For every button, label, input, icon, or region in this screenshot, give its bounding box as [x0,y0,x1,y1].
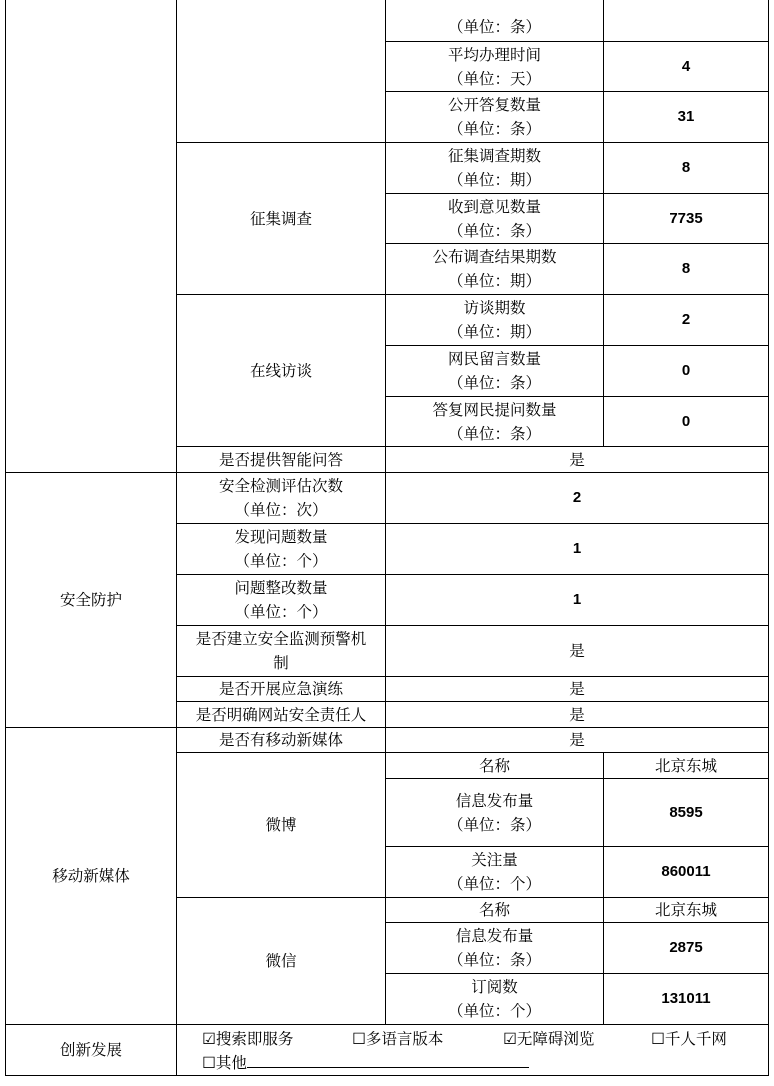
value-text: 1 [572,591,582,608]
unit-text: （单位：个） [234,552,328,570]
category-label: 移动新媒体 [52,867,130,885]
unit-text: （单位：条） [447,18,541,36]
option-label: ☐其他 [202,1054,247,1072]
indicator-name: 答复网民提问数量 [432,400,557,419]
indicator-cell [386,42,603,91]
value-text: 是 [569,642,585,660]
indicator-cell [177,728,385,752]
indicator-cell [386,143,603,193]
value-text: 是 [569,705,585,724]
section-survey [177,143,385,294]
option-label: ☐千人千网 [651,1030,727,1048]
indicator-cell [386,753,603,778]
value-text: 8595 [669,803,703,821]
indicator-name: 是否建立安全监测预警机 [195,630,367,648]
value-text: 4 [681,57,691,75]
value-cell [604,974,768,1024]
unit-text: （单位：条） [447,424,541,443]
value-text: 2875 [669,939,703,956]
grid-line [5,1075,769,1076]
unit-text: （单位：条） [447,221,541,240]
section-label: 微信 [265,952,297,970]
indicator-cell [386,898,603,922]
value-cell [604,923,768,973]
checkbox-accessibility[interactable] [503,1028,594,1050]
indicator-name: 公布调查结果期数 [432,248,557,266]
indicator-cell [386,295,603,345]
indicator-cell [386,847,603,897]
value-cell [386,524,768,574]
unit-text: （单位：天） [447,69,541,88]
section-weibo [177,753,385,897]
value-cell [604,753,768,778]
value-cell [604,42,768,91]
indicator-name: 制 [273,654,289,672]
value-cell [604,898,768,922]
indicator-name: 安全检测评估次数 [218,477,343,495]
section-security [6,473,176,727]
smart-qa-value [386,447,768,472]
value-text: 是 [569,731,585,749]
unit-text: （单位：条） [447,951,541,969]
indicator-name: 关注量 [471,851,518,869]
indicator-cell [177,626,385,676]
unit-text: （单位：个） [447,875,541,893]
indicator-cell [177,524,385,574]
indicator-name: 发现问题数量 [234,528,328,546]
indicator-name: 平均办理时间 [447,45,541,64]
section-media [6,728,176,1024]
value-text: 131011 [661,990,711,1007]
value-text: 8 [681,260,691,277]
indicator-cell [386,92,603,142]
value-text: 1 [572,540,582,557]
value-cell [386,728,768,752]
indicator-name: 名称 [478,901,510,919]
value-cell [604,143,768,193]
value-cell [604,295,768,345]
indicator-cell [386,779,603,846]
indicator-name: 收到意见数量 [447,197,541,216]
value-text: 2 [572,489,582,506]
indicator-cell [177,473,385,523]
value-text: 是 [569,680,585,698]
checkbox-multilanguage[interactable] [352,1028,443,1050]
indicator-name: 信息发布量 [455,927,534,945]
unit-text: （单位：期） [447,171,541,189]
category-label: 安全防护 [59,591,122,609]
section-label: 微博 [265,816,297,834]
option-label: ☐多语言版本 [352,1030,444,1048]
unit-text: （单位：期） [447,323,541,341]
indicator-name: 问题整改数量 [234,579,328,597]
value-text: 8 [681,159,691,176]
section-interview [177,295,385,446]
indicator-name: 名称 [478,756,510,775]
section-label: 在线访谈 [249,361,312,380]
value-cell [604,397,768,446]
unit-text: （单位：条） [447,815,541,834]
option-label: ☑搜索即服务 [202,1030,294,1048]
value-text: 7735 [669,209,703,227]
value-cell [604,779,768,846]
indicator-name: 是否提供智能问答 [218,450,343,469]
value-cell [386,702,768,727]
value-cell [386,626,768,676]
value-text: 是 [569,450,585,469]
unit-text: （单位：条） [447,374,541,392]
indicator-name: 网民留言数量 [447,350,541,368]
value-cell [604,92,768,142]
value-text: 0 [681,412,691,430]
category-label: 创新发展 [59,1041,122,1059]
unit-text: （单位：个） [234,603,328,621]
indicator-cell [177,677,385,701]
value-cell [386,677,768,701]
value-text: 北京东城 [654,901,717,919]
indicator-cell [386,346,603,396]
value-cell [604,847,768,897]
value-text: 31 [677,108,695,125]
indicator-name: 是否开展应急演练 [218,680,343,698]
value-text: 0 [681,362,691,379]
value-cell [604,244,768,294]
value-text: 北京东城 [654,756,717,775]
indicator-cell [386,397,603,446]
indicator-name: 公开答复数量 [447,96,541,114]
indicator-cell [386,244,603,294]
indicator-name: 信息发布量 [455,791,534,810]
indicator-cell [386,923,603,973]
unit-text: （单位：期） [447,272,541,290]
section-wechat [177,898,385,1024]
indicator-name: 是否有移动新媒体 [218,731,343,749]
smart-qa-label [177,447,385,472]
value-cell [604,346,768,396]
option-label: ☑无障碍浏览 [503,1030,595,1048]
value-cell [386,575,768,625]
checkbox-search-service[interactable] [202,1028,293,1050]
value-text: 860011 [661,863,711,880]
indicator-cell [386,194,603,243]
section-innovation [6,1025,176,1075]
checkbox-personalized[interactable] [651,1028,727,1050]
value-cell [386,473,768,523]
unit-text: （单位：次） [234,501,328,519]
unit-text: （单位：条） [447,120,541,138]
indicator-cell [177,702,385,727]
value-text: 2 [681,311,691,328]
indicator-cell [386,974,603,1024]
other-blank-line [247,1053,529,1068]
indicator-name: 订阅数 [471,978,518,996]
unit-label [386,0,603,41]
value-cell [604,194,768,243]
indicator-name: 是否明确网站安全责任人 [195,705,367,724]
checkbox-other[interactable] [202,1052,529,1074]
indicator-name: 征集调查期数 [447,147,541,165]
grid-line [768,0,769,1076]
indicator-name: 访谈期数 [463,299,526,317]
indicator-cell [177,575,385,625]
unit-text: （单位：个） [447,1002,541,1020]
section-label: 征集调查 [249,209,312,228]
